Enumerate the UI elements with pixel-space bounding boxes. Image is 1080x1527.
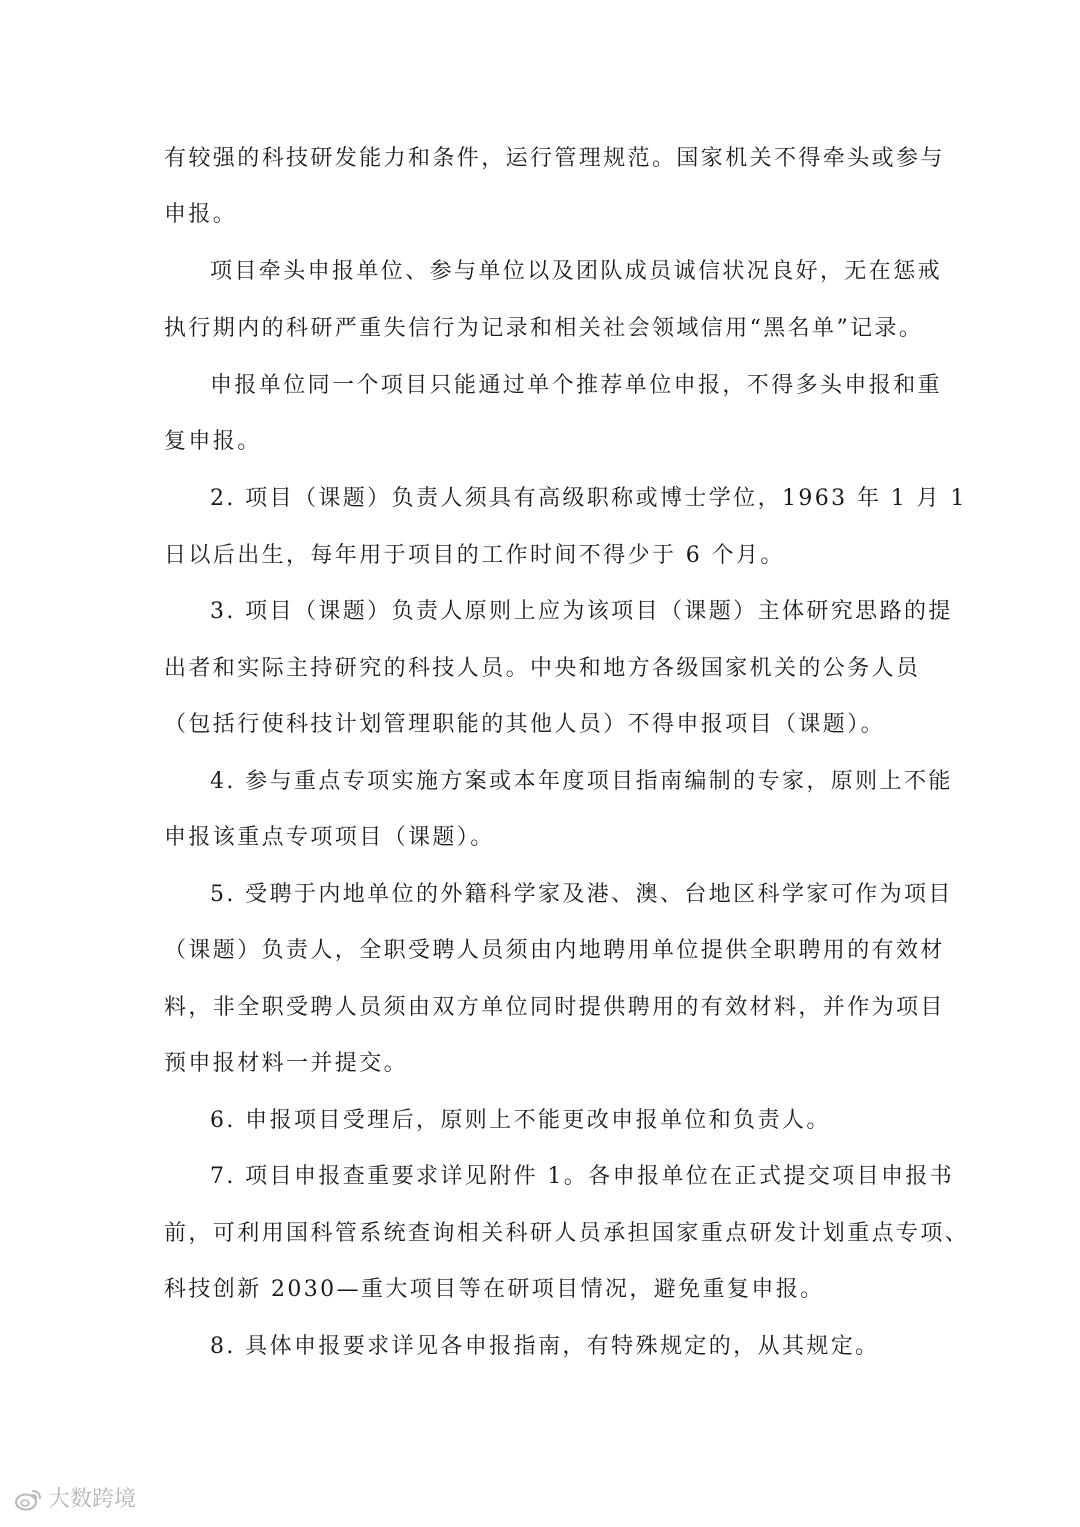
text-line: 3. 项目（课题）负责人原则上应为该项目（课题）主体研究思路的提	[210, 599, 953, 624]
text-line: 执行期内的科研严重失信行为记录和相关社会领域信用“黑名单”记录。	[164, 316, 924, 341]
text-line: 项目牵头申报单位、参与单位以及团队成员诚信状况良好，无在惩戒	[210, 259, 943, 284]
text-line: 5. 受聘于内地单位的外籍科学家及港、澳、台地区科学家可作为项目	[210, 882, 953, 907]
text-line: 科技创新 2030—重大项目等在研项目情况，避免重复申报。	[164, 1277, 825, 1302]
watermark	[14, 1486, 136, 1514]
text-line: 有较强的科技研发能力和条件，运行管理规范。国家机关不得牵头或参与	[164, 146, 945, 171]
text-line: 申报该重点专项项目（课题）。	[164, 825, 495, 850]
watermark-text: 大数跨境	[48, 1487, 137, 1512]
text-line: 申报单位同一个项目只能通过单个推荐单位申报，不得多头申报和重	[210, 373, 943, 398]
text-line: 预申报材料一并提交。	[164, 1051, 409, 1076]
text-line: 6. 申报项目受理后，原则上不能更改申报单位和负责人。	[210, 1108, 831, 1133]
text-line: 4. 参与重点专项实施方案或本年度项目指南编制的专家，原则上不能	[210, 769, 953, 794]
text-line: 日以后出生，每年用于项目的工作时间不得少于 6 个月。	[164, 543, 785, 568]
text-line: 料，非全职受聘人员须由双方单位同时提供聘用的有效材料，并作为项目	[164, 995, 945, 1020]
text-line: 前，可利用国科管系统查询相关科研人员承担国家重点研发计划重点专项、	[164, 1221, 970, 1246]
text-line: （课题）负责人，全职受聘人员须由内地聘用单位提供全职聘用的有效材	[164, 938, 945, 963]
text-line: （包括行使科技计划管理职能的其他人员）不得申报项目（课题）。	[164, 712, 886, 737]
text-line: 出者和实际主持研究的科技人员。中央和地方各级国家机关的公务人员	[164, 656, 921, 681]
text-line: 申报。	[164, 202, 238, 227]
text-line: 7. 项目申报查重要求详见附件 1。各申报单位在正式提交项目申报书	[210, 1164, 955, 1189]
text-line: 8. 具体申报要求详见各申报指南，有特殊规定的，从其规定。	[210, 1334, 880, 1359]
text-line: 复申报。	[164, 429, 262, 454]
weibo-logo-icon	[14, 1488, 42, 1512]
text-line: 2. 项目（课题）负责人须具有高级职称或博士学位，1963 年 1 月 1	[210, 486, 967, 511]
